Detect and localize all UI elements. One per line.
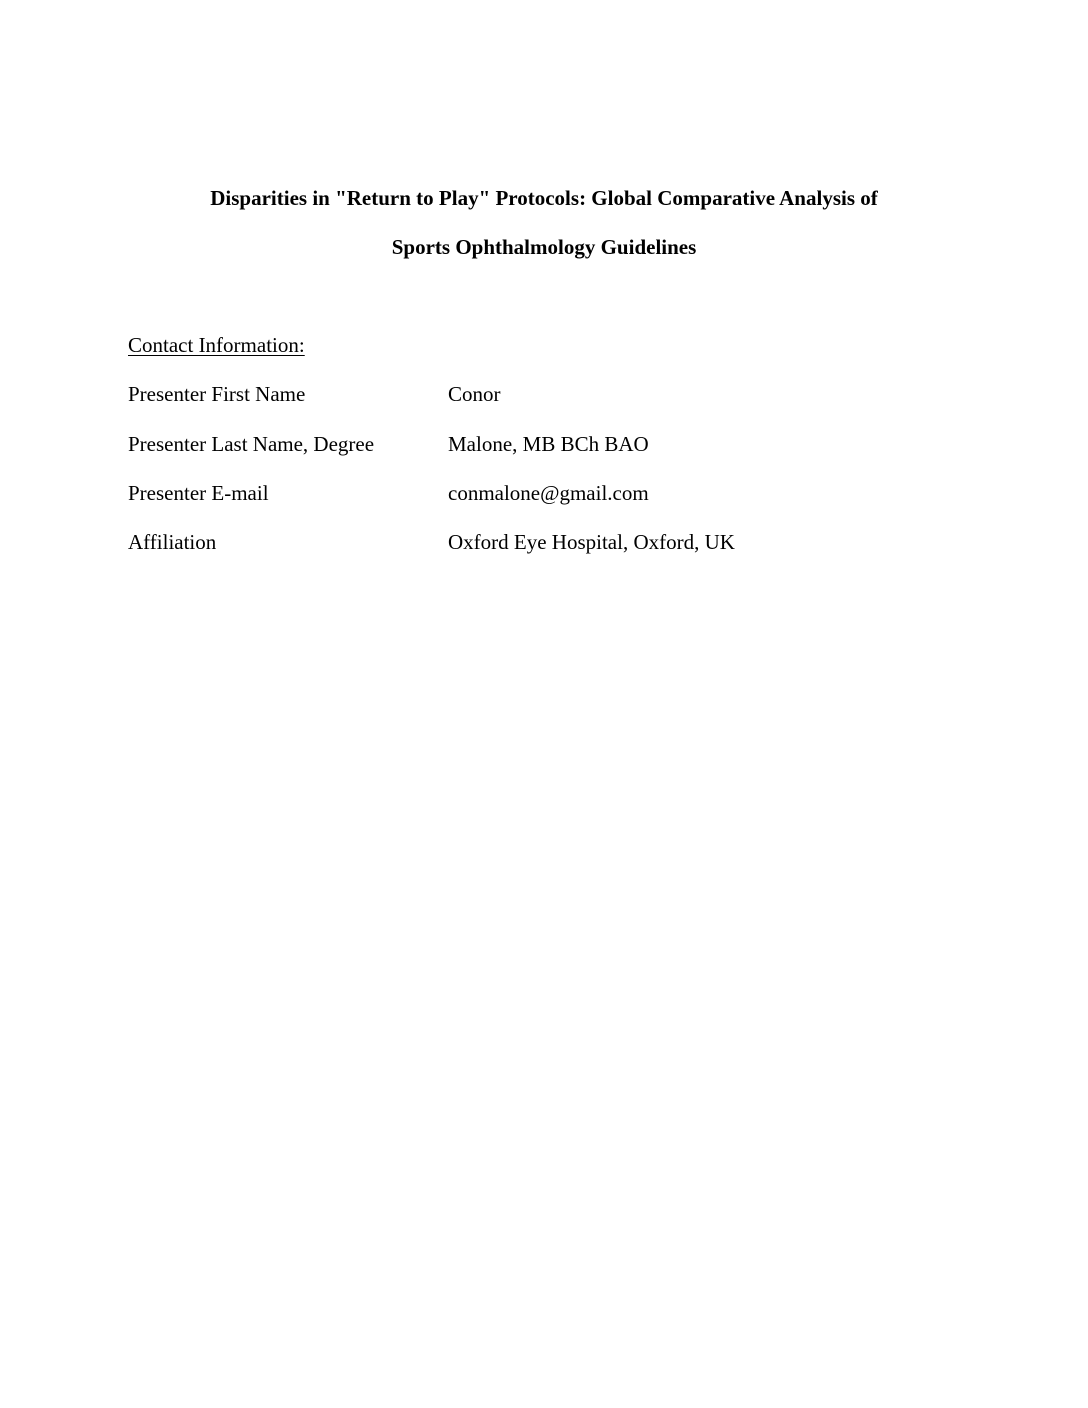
contact-row-first-name bbox=[128, 381, 928, 407]
contact-row-affiliation bbox=[128, 529, 928, 555]
contact-value: conmalone@gmail.com bbox=[448, 481, 649, 505]
document-title-line-2: Sports Ophthalmology Guidelines bbox=[391, 235, 697, 259]
contact-label: Presenter First Name bbox=[128, 382, 306, 406]
contact-value: Conor bbox=[448, 382, 501, 406]
contact-label: Affiliation bbox=[128, 530, 217, 554]
contact-row-email bbox=[128, 480, 928, 506]
document-title-line-1: Disparities in "Return to Play" Protocols: Global Comparative Analysis of bbox=[210, 186, 878, 210]
contact-label: Presenter Last Name, Degree bbox=[128, 432, 375, 456]
contact-label: Presenter E-mail bbox=[128, 481, 269, 505]
contact-information-heading: Contact Information: bbox=[128, 333, 305, 357]
contact-row-last-name-degree bbox=[128, 431, 928, 457]
contact-value: Malone, MB BCh BAO bbox=[448, 432, 649, 456]
contact-value: Oxford Eye Hospital, Oxford, UK bbox=[448, 530, 735, 554]
